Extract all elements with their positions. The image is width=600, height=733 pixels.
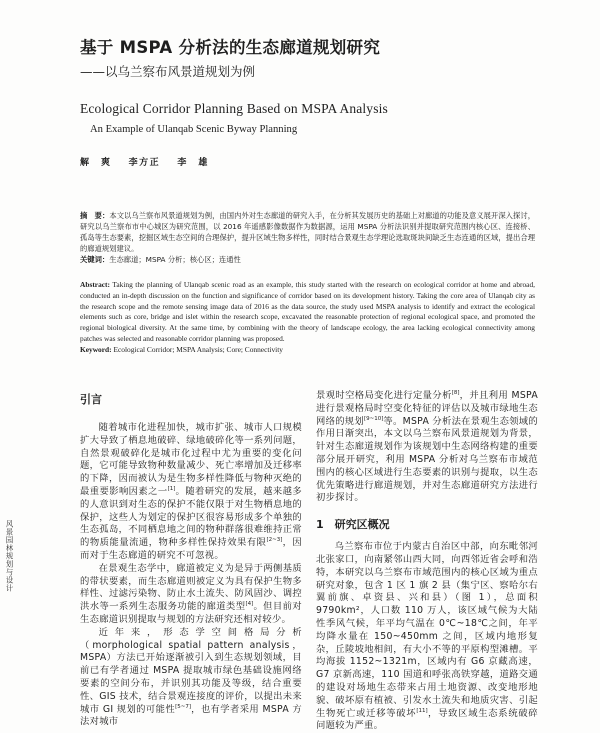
keywords-label: 关键词：: [80, 255, 110, 264]
right-column: [316, 389, 538, 732]
citation-marker: [5~7]: [175, 703, 191, 710]
citation-marker: [2~3]: [266, 537, 283, 544]
paragraph-text: 在景观生态学中，廊道被定义为是异于两侧基质的带状要素，而生态廊道则被定义为具有保护生物多样性、过滤污染物、防止水土流失、防风固沙、调控洪水等一系列生态服务功能的廊道类型: [80, 562, 302, 613]
abstract-label: 摘 要：: [80, 211, 110, 220]
keywords-english: [80, 345, 535, 356]
intro-paragraph: [80, 422, 302, 563]
paragraph-text: 。但目前对生态廊道识别提取与规划的方法研究还相对较少。: [80, 601, 302, 625]
introduction-body: [80, 422, 302, 729]
paragraph-text: 乌兰察布市位于内蒙古自治区中部，向东毗邻河北张家口，向南紧邻山西大同，向西邻近省会呼和浩特，本研究以乌兰察布市域范围内的核心区域为重点研究对象，包含 1 区 1 旗 2 县（集宁区、察哈尔右翼前旗、卓资县、兴和县）（图 1），总面积 9790km²，人口数 110 万人，该区域气候为大陆性季风气候，年平均气温在 0℃~18℃之间，年平均降水量在 150~450mm 之间，区域内地形复杂，丘陵坡地相间，有大小不等的平原构型滩槽。平均海拔 1152~1321m，区域内有 G6 京藏高速，G7 京新高速，110 国道和呼张高铁穿越，道路交通的建设对场地生态带来占用土地资源、改变地形地貌、破坏原有植被、引发水土流失和地质灾害、引起生物死亡或迁移等破坏: [316, 541, 538, 719]
paragraph-text: 随着城市化进程加快，城市扩张、城市人口规模扩大导致了栖息地破碎、绿地破碎化等一系列问题，自然景观破碎化是城市化过程中尤为重要的变化问题，它可能导致物种数量减少、死亡率增加及迁移率的下降，因而被认为是生物多样性降低与物种灭绝的最重要影响因素之一: [80, 422, 302, 497]
abstract-chinese: [80, 210, 535, 265]
paragraph-text: 景观时空格局变化进行定量分析: [316, 390, 452, 401]
keywords-text: 生态廊道；MSPA 分析；核心区；连通性: [109, 255, 241, 264]
keywords-text: Ecological Corridor; MSPA Analysis; Core; Connectivity: [113, 344, 283, 354]
abstract-text: 本文以乌兰察布风景道规划为例，由国内外对生态廊道的研究入手，在分析其发展历史的基础上对廊道的功能及意义展开深入探讨，研究以乌兰察布市中心城区为研究范围，以 2016 年遥感影像数据作为数据源，运用 MSPA 分析法识别并提取研究范围内核心区、连接桥、孤岛等生态要素，挖掘区域生态空间的合理保护，提升区域生物多样性，同时结合景观生态学理论选取斑块间缺乏生态连通的区域，提出合理的廊道规划建议。: [80, 211, 535, 253]
study-area-paragraph: [316, 541, 538, 733]
paper-subtitle: ——以乌兰察布风景道规划为例: [80, 64, 256, 79]
citation-marker: [9~10]: [364, 415, 384, 422]
author-name: 李 雄: [177, 158, 209, 168]
section-heading-introduction: 引言: [80, 393, 102, 406]
abstract-text: Taking the planning of Ulanqab scenic road as an example, this study started with the research on ecological corridor at home and abroad, conducted an in-depth discussion on the function and significance of corridor based on its development history. Taking the core area of Ulanqab city as the research scope and the remote sensing image data of 2016 as the data source, the study used MSPA analysis to identify and extract the ecological elements such as core, bridge and islet within the research scope, excavated the reasonable protection of regional ecological space, and promoted the regional biological diversity. At the same time, by combining with the theory of landscape ecology, the area lacking ecological connectivity among patches was selected and reasonable corridor planning was proposed.: [80, 280, 535, 343]
paragraph-text: ，也有学者采用 MSPA 方法对城市: [80, 703, 302, 728]
journal-section-label: 风景园林规划与设计: [5, 520, 14, 592]
paragraph-text: 等。MSPA 分析法在景观生态领域的作用日渐突出，本文以乌兰察布风景道规划为背景，针对生态廊道规划作为该规划中生态网络构建的重要部分展开研究，利用 MSPA 分析对乌兰察布市域范围内的核心区域进行生态要素的识别与提取，以生态优先策略进行廊道规划，并对生态廊道研究方法进行初步探讨。: [316, 415, 538, 504]
paragraph-text: 。随着研究的发展，越来越多的人意识到对生态的保护不能仅限于对生物栖息地的保护，这些人为划定的保护区很容易形成多个单独的生态孤岛，不同栖息地之间的物种群落很难维持正常的物质能量流通，物种多样性保持效果有限: [80, 485, 302, 549]
author-name: 解 爽: [80, 158, 112, 168]
keywords-chinese: [80, 254, 535, 265]
study-area-body: [316, 541, 538, 733]
intro-paragraph: [80, 627, 302, 729]
paragraph-text: 近年来，形态学空间格局分析（morphological spatial pattern analysis，MSPA）方法已开始逐渐被引入到生态规划领域，目前已有学者通过 MSPA 提取城市绿色基础设施网络要素的空间分布，并识别其功能及等级，结合重要性、GIS 技术，结合景观连接度的评价，以提出未来城市 GI 规划的可能性: [80, 626, 302, 715]
author-name: 李方正: [128, 158, 161, 168]
citation-marker: [1]: [167, 485, 176, 492]
keywords-label: Keyword:: [80, 344, 112, 354]
introduction-continued: [316, 390, 538, 505]
left-column: [80, 390, 303, 728]
citation-marker: [11]: [416, 707, 428, 714]
english-subtitle: An Example of Ulanqab Scenic Byway Planning: [90, 124, 298, 135]
paragraph-text: ，并且利用 MSPA 进行景观格局时空变化特征的评估以及城市绿地生态网络的规划: [316, 390, 538, 427]
abstract-english: [80, 280, 535, 356]
abstract-label: Abstract:: [80, 280, 110, 289]
english-title: Ecological Corridor Planning Based on MSPA Analysis: [80, 101, 388, 116]
intro-continued-paragraph: [316, 390, 538, 505]
intro-paragraph: [80, 563, 302, 627]
citation-marker: [8]: [451, 389, 460, 396]
paragraph-text: ，导致区域生态系统破碎问题较为严重。: [316, 707, 538, 732]
section-heading-study-area: 1 研究区概况: [316, 518, 390, 532]
citation-marker: [4]: [245, 601, 254, 608]
paper-title: 基于 MSPA 分析法的生态廊道规划研究: [80, 38, 381, 57]
author-list: [80, 156, 223, 170]
paragraph-text: ，因而对于生态廊道的研究不可忽视。: [80, 537, 303, 561]
